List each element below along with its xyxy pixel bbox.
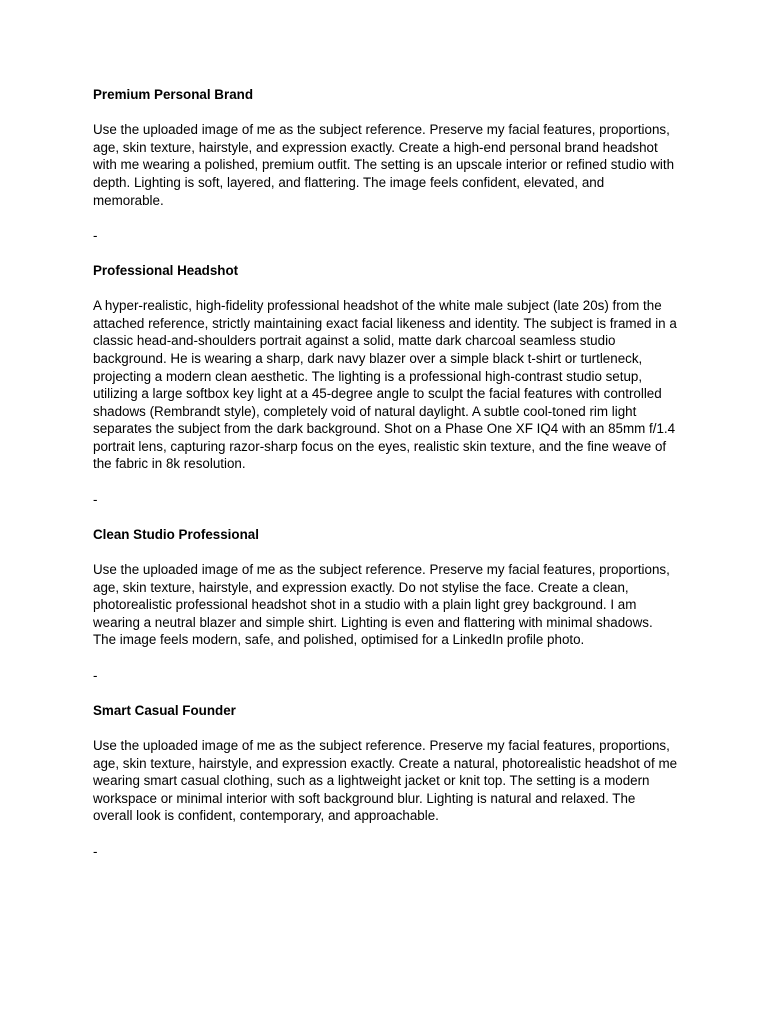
section-heading: Clean Studio Professional xyxy=(93,526,259,542)
document-page xyxy=(93,86,678,878)
section-premium-personal-brand xyxy=(93,86,678,244)
section-body: Use the uploaded image of me as the subject reference. Preserve my facial features, proportions, age, skin texture, hairstyle, and expression exactly. Do not stylise the face. Create a clean, photorealistic professional headshot shot in a studio with a plain light grey background. I am wearing a neutral blazer and simple shirt. Lighting is even and flattering with minimal shadows. The image feels modern, safe, and polished, optimised for a LinkedIn profile photo. xyxy=(93,562,670,648)
section-separator: - xyxy=(93,667,98,683)
section-body: Use the uploaded image of me as the subject reference. Preserve my facial features, proportions, age, skin texture, hairstyle, and expression exactly. Create a high-end personal brand headshot with me wearing a polished, premium outfit. The setting is an upscale interior or refined studio with depth. Lighting is soft, layered, and flattering. The image feels confident, elevated, and memorable. xyxy=(93,122,675,208)
section-separator: - xyxy=(93,491,98,507)
section-separator: - xyxy=(93,843,98,859)
section-heading: Premium Personal Brand xyxy=(93,87,253,102)
section-heading: Smart Casual Founder xyxy=(93,702,236,718)
section-body: A hyper-realistic, high-fidelity professional headshot of the white male subject (late 20s) from the attached reference, strictly maintaining exact facial likeness and identity. The subject is framed in a classic head-and-shoulders portrait against a solid, matte dark charcoal seamless studio background. He is wearing a sharp, dark navy blazer over a simple black t-shirt or turtleneck, projecting a modern clean aesthetic. The lighting is a professional high-contrast studio setup, utilizing a large softbox key light at a 45-degree angle to sculpt the facial features with controlled shadows (Rembrandt style), completely void of natural daylight. A subtle cool-toned rim light separates the subject from the dark background. Shot on a Phase One XF IQ4 with an 85mm f/1.4 portrait lens, capturing razor-sharp focus on the eyes, realistic skin texture, and the fine weave of the fabric in 8k resolution. xyxy=(93,298,677,472)
section-professional-headshot xyxy=(93,262,678,508)
section-smart-casual-founder xyxy=(93,702,678,860)
section-heading: Professional Headshot xyxy=(93,262,239,278)
section-separator: - xyxy=(93,227,98,243)
section-body: Use the uploaded image of me as the subject reference. Preserve my facial features, proportions, age, skin texture, hairstyle, and expression exactly. Create a natural, photorealistic headshot of me wearing smart casual clothing, such as a lightweight jacket or knit top. The setting is a modern workspace or minimal interior with soft background blur. Lighting is natural and relaxed. The overall look is confident, contemporary, and approachable. xyxy=(93,737,678,824)
section-clean-studio-professional xyxy=(93,526,678,684)
